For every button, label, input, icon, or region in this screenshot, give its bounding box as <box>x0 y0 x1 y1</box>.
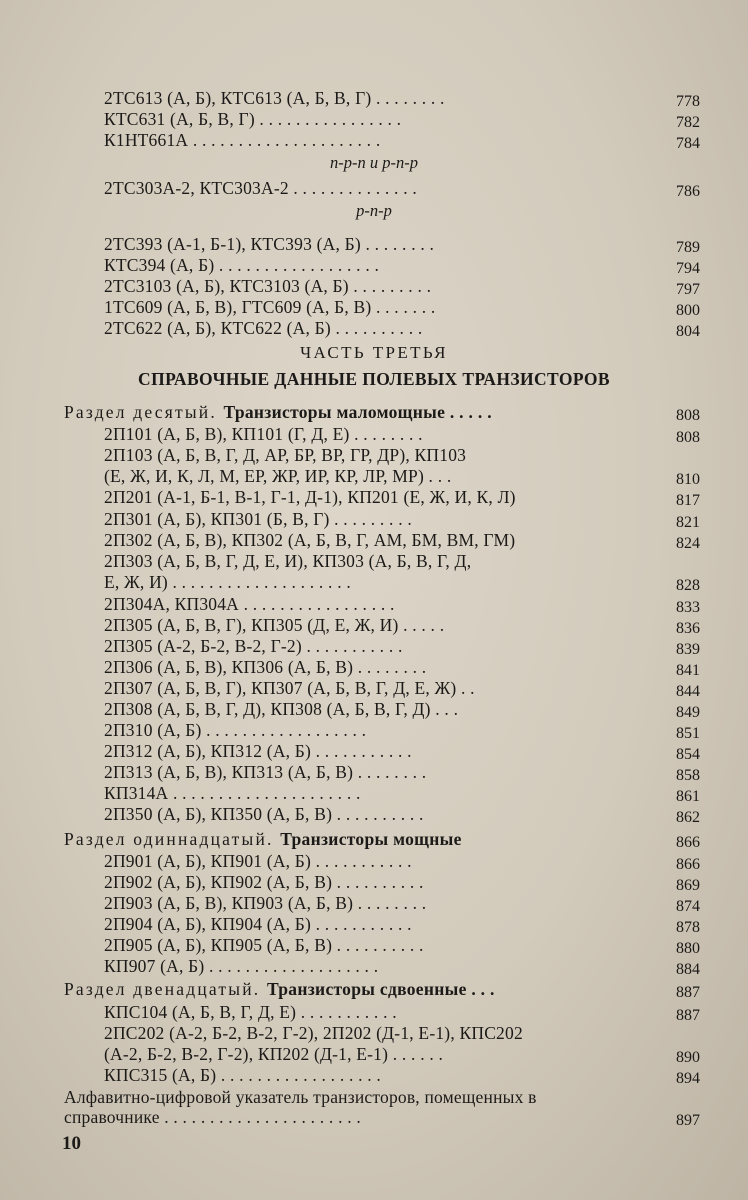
page-ref: 833 <box>676 599 700 616</box>
section-label: Раздел двенадцатый. <box>64 979 261 999</box>
toc-entry: 2П305 (А, Б, В, Г), КП305 (Д, Е, Ж, И) . . . . . 836 <box>0 614 748 636</box>
page-ref: 878 <box>676 919 700 936</box>
page-ref: 778 <box>676 93 700 110</box>
page-ref: 808 <box>676 429 700 446</box>
section-heading <box>0 978 748 1000</box>
toc-entry: 2П905 (А, Б), КП905 (А, Б, В) . . . . . . . . . . 880 <box>0 934 748 956</box>
toc-entry: КП907 (А, Б) . . . . . . . . . . . . . . . . . . . 884 <box>0 955 748 977</box>
toc-entry: (Е, Ж, И, К, Л, М, ЕР, ЖР, ИР, КР, ЛР, МР) . . . 810 <box>0 465 748 487</box>
page-ref: 844 <box>676 683 700 700</box>
toc-entry: КТС394 (А, Б) . . . . . . . . . . . . . . . . . . 794 <box>0 254 748 276</box>
page-ref: 841 <box>676 662 700 679</box>
section-title: Транзисторы мощные <box>280 829 462 849</box>
toc-entry: 2П901 (А, Б), КП901 (А, Б) . . . . . . . . . . . 866 <box>0 850 748 872</box>
toc-entry: 2П312 (А, Б), КП312 (А, Б) . . . . . . . . . . . 854 <box>0 740 748 762</box>
page-ref: 884 <box>676 961 700 978</box>
section-heading <box>0 828 748 850</box>
section-title: Транзисторы маломощные . . . . . <box>223 402 492 422</box>
index-entry: справочнике . . . . . . . . . . . . . . . . . . . . . . 897 <box>0 1106 748 1128</box>
toc-entry: 2П313 (А, Б, В), КП313 (А, Б, В) . . . . . . . . 858 <box>0 761 748 783</box>
part-title: ЧАСТЬ ТРЕТЬЯ <box>300 343 448 362</box>
page-ref: 869 <box>676 877 700 894</box>
toc-entry: 2ТС3103 (А, Б), КТС3103 (А, Б) . . . . . . . . . 797 <box>0 275 748 297</box>
page-ref: 894 <box>676 1070 700 1087</box>
toc-entry: 2П903 (А, Б, В), КП903 (А, Б, В) . . . . . . . . 874 <box>0 892 748 914</box>
page-ref: 861 <box>676 788 700 805</box>
toc-entry: КПС104 (А, Б, В, Г, Д, Е) . . . . . . . . . . . 887 <box>0 1001 748 1023</box>
page-ref: 817 <box>676 492 700 509</box>
page-ref: 890 <box>676 1049 700 1066</box>
toc-entry: 2П307 (А, Б, В, Г), КП307 (А, Б, В, Г, Д, Е, Ж) . . 844 <box>0 677 748 699</box>
page-ref: 839 <box>676 641 700 658</box>
page-ref: 784 <box>676 135 700 152</box>
page-number: 10 <box>62 1133 81 1154</box>
toc-entry: 2П302 (А, Б, В), КП302 (А, Б, В, Г, АМ, БМ, ВМ, ГМ) 824 <box>0 529 748 551</box>
toc-entry: К1НТ661А . . . . . . . . . . . . . . . . . . . . . 784 <box>0 129 748 151</box>
page-ref: 897 <box>676 1112 700 1129</box>
page-ref: 874 <box>676 898 700 915</box>
page-ref: 797 <box>676 281 700 298</box>
toc-entry: 2П308 (А, Б, В, Г, Д), КП308 (А, Б, В, Г, Д) . . . 849 <box>0 698 748 720</box>
page-ref: 786 <box>676 183 700 200</box>
toc-entry: 2П101 (А, Б, В), КП101 (Г, Д, Е) . . . . . . . . 808 <box>0 423 748 445</box>
toc-entry: 1ТС609 (А, Б, В), ГТС609 (А, Б, В) . . . . . . . 800 <box>0 296 748 318</box>
toc-entry: 2П902 (А, Б), КП902 (А, Б, В) . . . . . . . . . . 869 <box>0 871 748 893</box>
page-ref: 866 <box>676 834 700 851</box>
toc-entry: 2П305 (А-2, Б-2, В-2, Г-2) . . . . . . . . . . . 839 <box>0 635 748 657</box>
toc-entry: 2ТС622 (А, Б), КТС622 (А, Б) . . . . . . . . . . 804 <box>0 317 748 339</box>
toc-entry: 2П306 (А, Б, В), КП306 (А, Б, В) . . . . . . . . 841 <box>0 656 748 678</box>
page-ref: 858 <box>676 767 700 784</box>
page-ref: 789 <box>676 239 700 256</box>
section-label: Раздел одиннадцатый. <box>64 829 274 849</box>
page-ref: 808 <box>676 407 700 424</box>
part-subtitle: СПРАВОЧНЫЕ ДАННЫЕ ПОЛЕВЫХ ТРАНЗИСТОРОВ <box>138 369 610 389</box>
section-label: Раздел десятый. <box>64 402 217 422</box>
page-ref: 862 <box>676 809 700 826</box>
toc-entry: 2ТС393 (А-1, Б-1), КТС393 (А, Б) . . . . . . . . 789 <box>0 233 748 255</box>
page-ref: 854 <box>676 746 700 763</box>
section-heading <box>0 401 748 423</box>
page-ref: 821 <box>676 514 700 531</box>
toc-entry: 2ТС303А-2, КТС303А-2 . . . . . . . . . . . . . . 786 <box>0 177 748 199</box>
page-ref: 887 <box>676 1007 700 1024</box>
toc-entry: 2П301 (А, Б), КП301 (Б, В, Г) . . . . . . . . . 821 <box>0 508 748 530</box>
toc-entry: КПС315 (А, Б) . . . . . . . . . . . . . . . . . . 894 <box>0 1064 748 1086</box>
page-ref: 828 <box>676 577 700 594</box>
page-ref: 824 <box>676 535 700 552</box>
toc-entry: 2П303 (А, Б, В, Г, Д, Е, И), КП303 (А, Б, В, Г, Д, <box>104 551 472 571</box>
subheading-npn-pnp: n-p-n и p-n-p <box>330 153 418 172</box>
page-ref: 794 <box>676 260 700 277</box>
toc-entry: 2ПС202 (А-2, Б-2, В-2, Г-2), 2П202 (Д-1, Е-1), КПС202 <box>104 1023 523 1043</box>
subheading-pnp: p-n-p <box>356 201 392 220</box>
toc-entry: Е, Ж, И) . . . . . . . . . . . . . . . . . . . . 828 <box>0 571 748 593</box>
page-ref: 782 <box>676 114 700 131</box>
page-ref: 887 <box>676 984 700 1001</box>
toc-entry: 2П310 (А, Б) . . . . . . . . . . . . . . . . . . 851 <box>0 719 748 741</box>
toc-entry: 2П904 (А, Б), КП904 (А, Б) . . . . . . . . . . . 878 <box>0 913 748 935</box>
toc-entry: 2П350 (А, Б), КП350 (А, Б, В) . . . . . . . . . . 862 <box>0 803 748 825</box>
toc-entry: 2ТС613 (А, Б), КТС613 (А, Б, В, Г) . . . . . . . . 778 <box>0 87 748 109</box>
page-ref: 804 <box>676 323 700 340</box>
toc-entry: 2П103 (А, Б, В, Г, Д, АР, БР, ВР, ГР, ДР), КП103 <box>104 445 467 465</box>
page-ref: 800 <box>676 302 700 319</box>
index-entry: Алфавитно-цифровой указатель транзисторов, помещенных в <box>64 1087 537 1107</box>
toc-entry: 2П201 (А-1, Б-1, В-1, Г-1, Д-1), КП201 (Е, Ж, И, К, Л) 817 <box>0 486 748 508</box>
page-ref: 849 <box>676 704 700 721</box>
page-ref: 851 <box>676 725 700 742</box>
toc-entry: (А-2, Б-2, В-2, Г-2), КП202 (Д-1, Е-1) . . . . . . 890 <box>0 1043 748 1065</box>
page-ref: 836 <box>676 620 700 637</box>
toc-entry: КП314А . . . . . . . . . . . . . . . . . . . . . 861 <box>0 782 748 804</box>
section-title: Транзисторы сдвоенные . . . <box>266 979 495 999</box>
page-ref: 866 <box>676 856 700 873</box>
toc-entry: 2П304А, КП304А . . . . . . . . . . . . . . . . . 833 <box>0 593 748 615</box>
page-ref: 810 <box>676 471 700 488</box>
toc-entry: КТС631 (А, Б, В, Г) . . . . . . . . . . . . . . . . 782 <box>0 108 748 130</box>
page-ref: 880 <box>676 940 700 957</box>
